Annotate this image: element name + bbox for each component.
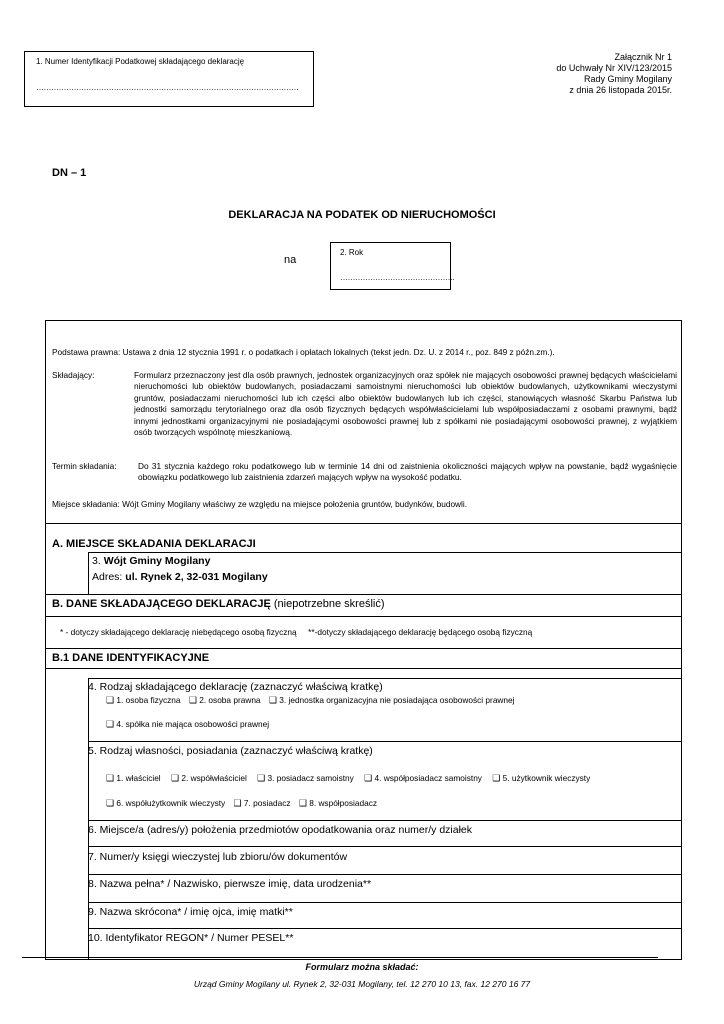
legal-basis: Podstawa prawna: Ustawa z dnia 12 stycznia 1991 r. o podatkach i opłatach lokalnych (tekst jedn. Dz. U. z 2014 r., poz. 849 z późn.zm.). (52, 347, 555, 357)
section-b-title-text: B. DANE SKŁADAJĄCEGO DEKLARACJĘ (52, 598, 271, 610)
deadline-text: Do 31 stycznia każdego roku podatkowego lub w terminie 14 dni od zaistnienia okoliczności mających wpływ na powstanie, bądź wygaśnięcie obowiązku podatkowego lub zaistnienia zdarzeń mających wpływ na wysokość podatku. (138, 461, 677, 483)
checkbox-icon[interactable]: ❑ (233, 798, 242, 808)
checkbox-icon[interactable]: ❑ (170, 773, 180, 783)
address-label: Adres: (92, 571, 123, 583)
option-posiadacz[interactable] (234, 798, 291, 808)
checkbox-icon[interactable]: ❑ (364, 773, 373, 783)
divider (88, 552, 89, 594)
divider (88, 846, 682, 847)
address-value: ul. Rynek 2, 32-031 Mogilany (125, 571, 268, 583)
submission-place: Miejsce składania: Wójt Gminy Mogilany właściwy ze względu na miejsce położenia gruntów, budynków, budowli. (52, 499, 468, 509)
divider (88, 902, 682, 903)
option-label: 1. osoba fizyczna (116, 695, 181, 705)
option-wspolwlasciciel[interactable] (171, 773, 247, 783)
checkbox-icon[interactable]: ❑ (188, 695, 197, 705)
checkbox-icon[interactable]: ❑ (268, 695, 277, 705)
annex-line-3: Rady Gminy Mogilany (583, 74, 672, 84)
option-label: 4. współposiadacz samoistny (374, 773, 482, 783)
option-label: 3. jednostka organizacyjna nie posiadająca osobowości prawnej (279, 695, 515, 705)
divider (88, 678, 682, 679)
option-wlasciciel[interactable] (106, 773, 161, 783)
checkbox-icon[interactable]: ❑ (106, 719, 115, 729)
nip-label: 1. Numer Identyfikacji Podatkowej składającego deklarację (36, 57, 245, 66)
option-label: 4. spółka nie mająca osobowości prawnej (116, 719, 270, 729)
section-a-title: A. MIEJSCE SKŁADANIA DEKLARACJI (52, 538, 256, 550)
option-osoba-prawna[interactable] (189, 695, 261, 705)
submitter-text: Formularz przeznaczony jest dla osób prawnych, jednostek organizacyjnych oraz spółek nie mających osobowości prawnej będących właścicielami nieruchomości lub obiektów budowlanych, posiadaczami samoistnymi nieruchomości lub obiektów budowlanych, użytkownikami wieczystymi gruntów, posiadaczami nieruchomości lub ich części albo obiektów budowlanych lub ich części, stanowiących własność Skarbu Państwa lub jednostki samorządu terytorialnego oraz dla osób fizycznych będących współwłaścicielami lub współposiadaczami z osobami prawnymi, bądź innymi jednostkami organizacyjnymi nie posiadającymi osobowości prawnej lub z spółkami nie posiadającymi osobowości prawnej, z wyjątkiem osób tworzących wspólnotę mieszkaniową. (134, 370, 677, 438)
office-address (92, 571, 268, 583)
field-5-options-row-2 (106, 798, 377, 809)
checkbox-icon[interactable]: ❑ (106, 773, 115, 783)
field-9-label[interactable]: 9. Nazwa skrócona* / imię ojca, imię matki** (88, 906, 293, 918)
footer-divider (22, 957, 658, 958)
field-4-options-row-1 (106, 695, 515, 706)
option-label: 1. właściciel (116, 773, 161, 783)
year-input-line[interactable]: ………………………………………. (340, 273, 455, 282)
field-3-number: 3. (92, 555, 101, 567)
option-label: 7. posiadacz (243, 798, 291, 808)
field-3 (92, 555, 210, 567)
annex-line-1: Załącznik Nr 1 (614, 52, 672, 62)
deadline-label: Termin składania: (52, 461, 117, 471)
option-wspoluzytkownik-wieczysty[interactable] (106, 798, 225, 808)
option-wspolposiadacz-samoistny[interactable] (364, 773, 482, 783)
year-label: 2. Rok (340, 248, 364, 257)
divider (88, 928, 682, 929)
annex-note (556, 52, 672, 96)
annex-line-2: do Uchwały Nr XIV/123/2015 (556, 63, 672, 73)
option-posiadacz-samoistny[interactable] (257, 773, 354, 783)
field-7-label[interactable]: 7. Numer/y księgi wieczystej lub zbioru/ów dokumentów (88, 851, 348, 863)
divider (88, 820, 682, 821)
option-wspolposiadacz[interactable] (299, 798, 377, 808)
na-label: na (284, 254, 297, 266)
divider (88, 741, 682, 742)
field-8-label[interactable]: 8. Nazwa pełna* / Nazwisko, pierwsze imię, data urodzenia** (88, 878, 372, 890)
checkbox-icon[interactable]: ❑ (257, 773, 266, 783)
field-5-options-row-1 (106, 773, 590, 784)
annex-line-4: z dnia 26 listopada 2015r. (569, 85, 672, 95)
submitter-label: Składający: (52, 370, 95, 380)
section-b-title (52, 598, 385, 610)
option-label: 2. współwłaściciel (181, 773, 247, 783)
divider (88, 552, 682, 553)
option-label: 3. posiadacz samoistny (267, 773, 354, 783)
footer-title: Formularz można składać: (305, 962, 419, 972)
checkbox-icon[interactable]: ❑ (106, 798, 115, 808)
footer-address: Urząd Gminy Mogilany ul. Rynek 2, 32-031 Mogilany, tel. 12 270 10 13, fax. 12 270 16 77 (193, 979, 531, 989)
field-4-label: 4. Rodzaj składającego deklarację (zaznaczyć właściwą kratkę) (88, 681, 383, 693)
divider (45, 616, 682, 617)
nip-input-line[interactable]: …………………………………………………………………………………………… (36, 83, 299, 92)
option-spolka[interactable] (106, 719, 269, 729)
field-4-options-row-2 (106, 719, 269, 730)
divider (45, 668, 682, 669)
page-title: DEKLARACJA NA PODATEK OD NIERUCHOMOŚCI (228, 209, 496, 221)
divider (45, 594, 682, 595)
checkbox-icon[interactable]: ❑ (106, 695, 115, 705)
option-uzytkownik-wieczysty[interactable] (492, 773, 590, 783)
section-b1-title: B.1 DANE IDENTYFIKACYJNE (52, 652, 210, 664)
field-3-value: Wójt Gminy Mogilany (103, 555, 211, 567)
divider (45, 648, 682, 649)
option-label: 8. współposiadacz (309, 798, 378, 808)
option-osoba-fizyczna[interactable] (106, 695, 181, 705)
option-jednostka-organizacyjna[interactable] (269, 695, 515, 705)
divider (45, 523, 682, 524)
checkbox-icon[interactable]: ❑ (492, 773, 501, 783)
form-code: DN – 1 (52, 167, 87, 179)
field-10-label[interactable]: 10. Identyfikator REGON* / Numer PESEL** (88, 932, 294, 944)
checkbox-icon[interactable]: ❑ (298, 798, 307, 808)
option-label: 2. osoba prawna (199, 695, 261, 705)
option-label: 6. współużytkownik wieczysty (116, 798, 226, 808)
section-b-footnote: * - dotyczy składającego deklarację niebędącego osobą fizyczną **-dotyczy składającego deklarację będącego osobą fizyczną (60, 627, 533, 637)
field-5-label: 5. Rodzaj własności, posiadania (zaznaczyć właściwą kratkę) (88, 745, 373, 757)
divider (88, 874, 682, 875)
field-6-label[interactable]: 6. Miejsce/a (adres/y) położenia przedmiotów opodatkowania oraz numer/y działek (88, 824, 473, 836)
section-b-title-note: (niepotrzebne skreślić) (273, 598, 385, 610)
option-label: 5. użytkownik wieczysty (502, 773, 591, 783)
